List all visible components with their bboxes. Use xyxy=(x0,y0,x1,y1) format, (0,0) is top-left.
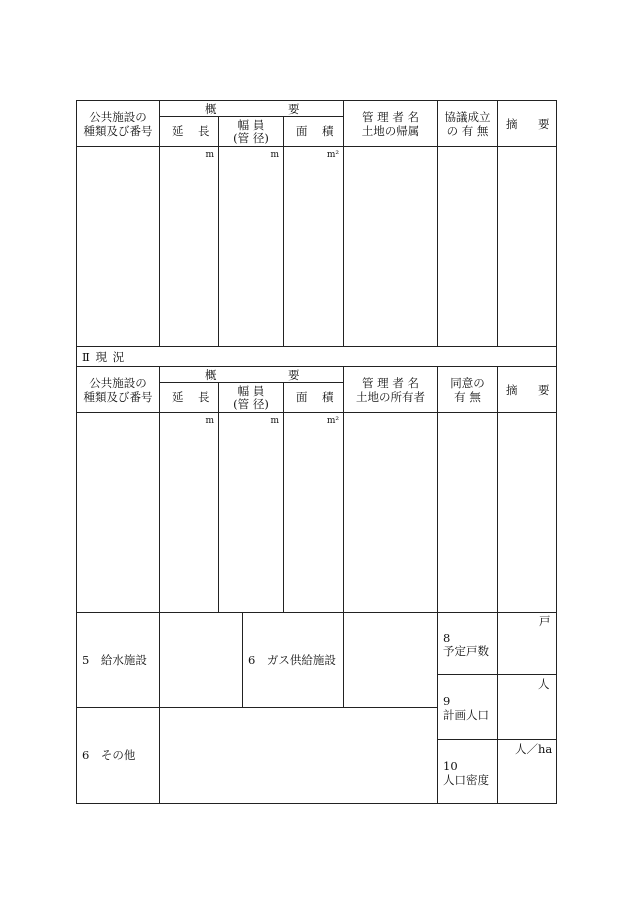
area-header-a: 面 xyxy=(296,390,308,404)
other-cell[interactable] xyxy=(160,708,437,803)
summary-header-a: 摘 xyxy=(506,117,518,131)
planned-population-label: 計画人口 xyxy=(443,708,489,722)
length-header-a: 延 xyxy=(172,390,184,404)
facility-cell[interactable] xyxy=(77,428,159,612)
gaiyou-header-left: 概 xyxy=(205,102,217,116)
manager-header-line2: 土地の帰属 xyxy=(361,124,420,138)
population-density-cell[interactable] xyxy=(498,757,556,803)
planned-households-label: 予定戸数 xyxy=(443,644,489,658)
width-unit: m xyxy=(270,416,279,426)
agreement-header-line1: 協議成立 xyxy=(444,110,491,124)
area-header-b: 積 xyxy=(322,124,334,138)
rule xyxy=(437,612,438,803)
area-header-a: 面 xyxy=(296,124,308,138)
summary-header-b: 要 xyxy=(538,117,550,131)
rule xyxy=(242,612,243,707)
manager-header-line1: 管 理 者 名 xyxy=(362,110,419,124)
rule xyxy=(76,612,557,613)
length-header-b: 長 xyxy=(198,390,210,404)
agreement-header-line2: の 有 無 xyxy=(446,124,489,138)
length-unit: m xyxy=(205,416,214,426)
area-unit: m² xyxy=(326,150,339,160)
rule xyxy=(159,116,343,117)
planned-population-cell[interactable] xyxy=(498,692,556,739)
consent-header-line2: 有 無 xyxy=(454,390,481,404)
facility-header-line2: 種類及び番号 xyxy=(83,390,153,404)
gaiyou-header-right: 要 xyxy=(288,368,300,382)
facility-header-line2: 種類及び番号 xyxy=(83,124,153,138)
rule xyxy=(159,382,343,383)
manager-header-line2: 土地の所有者 xyxy=(356,390,425,404)
width-unit: m xyxy=(270,150,279,160)
gas-supply-label: 6 ガス供給施設 xyxy=(248,653,336,667)
length-cell[interactable] xyxy=(160,162,218,346)
water-supply-cell[interactable] xyxy=(160,613,242,707)
summary-header-a: 摘 xyxy=(506,383,518,397)
consent-header-line1: 同意の xyxy=(450,376,485,390)
agreement-cell[interactable] xyxy=(438,147,497,346)
gas-supply-cell[interactable] xyxy=(344,613,437,707)
planned-population-unit: 人 xyxy=(538,677,550,691)
width-header-line1: 幅 員 xyxy=(237,384,265,398)
population-density-label: 人口密度 xyxy=(443,773,489,787)
rule xyxy=(76,366,557,367)
length-header-a: 延 xyxy=(172,124,184,138)
planned-households-unit: 戸 xyxy=(539,614,551,628)
rule xyxy=(76,803,557,804)
planned-households-cell[interactable] xyxy=(498,630,556,674)
facility-header-line1: 公共施設の xyxy=(89,110,147,124)
area-cell[interactable] xyxy=(284,162,343,346)
rule xyxy=(76,346,557,347)
rule xyxy=(556,100,557,804)
area-header-b: 積 xyxy=(322,390,334,404)
rule xyxy=(76,100,557,101)
gaiyou-header-left: 概 xyxy=(205,368,217,382)
summary-cell[interactable] xyxy=(498,413,556,612)
facility-header-line1: 公共施設の xyxy=(89,376,147,390)
planned-households-number: 8 xyxy=(443,631,451,645)
length-unit: m xyxy=(205,150,214,160)
section2-title: Ⅱ 現 況 xyxy=(82,350,126,364)
population-density-number: 10 xyxy=(443,759,458,773)
width-cell[interactable] xyxy=(219,162,283,346)
gaiyou-header-right: 要 xyxy=(288,102,300,116)
length-header-b: 長 xyxy=(198,124,210,138)
other-label: 6 その他 xyxy=(82,748,136,762)
width-header-line2: (管 径) xyxy=(233,131,269,145)
manager-cell[interactable] xyxy=(344,413,437,612)
population-density-unit: 人／ha xyxy=(515,742,553,756)
manager-header-line1: 管 理 者 名 xyxy=(362,376,419,390)
facility-cell[interactable] xyxy=(77,162,159,346)
length-cell[interactable] xyxy=(160,428,218,612)
water-supply-label: 5 給水施設 xyxy=(82,653,147,667)
manager-cell[interactable] xyxy=(344,147,437,346)
planned-population-number: 9 xyxy=(443,694,451,708)
summary-header-b: 要 xyxy=(538,383,550,397)
area-cell[interactable] xyxy=(284,428,343,612)
area-unit: m² xyxy=(326,416,339,426)
consent-cell[interactable] xyxy=(438,413,497,612)
width-cell[interactable] xyxy=(219,428,283,612)
width-header-line1: 幅 員 xyxy=(237,118,265,132)
summary-cell[interactable] xyxy=(498,147,556,346)
width-header-line2: (管 径) xyxy=(233,397,269,411)
